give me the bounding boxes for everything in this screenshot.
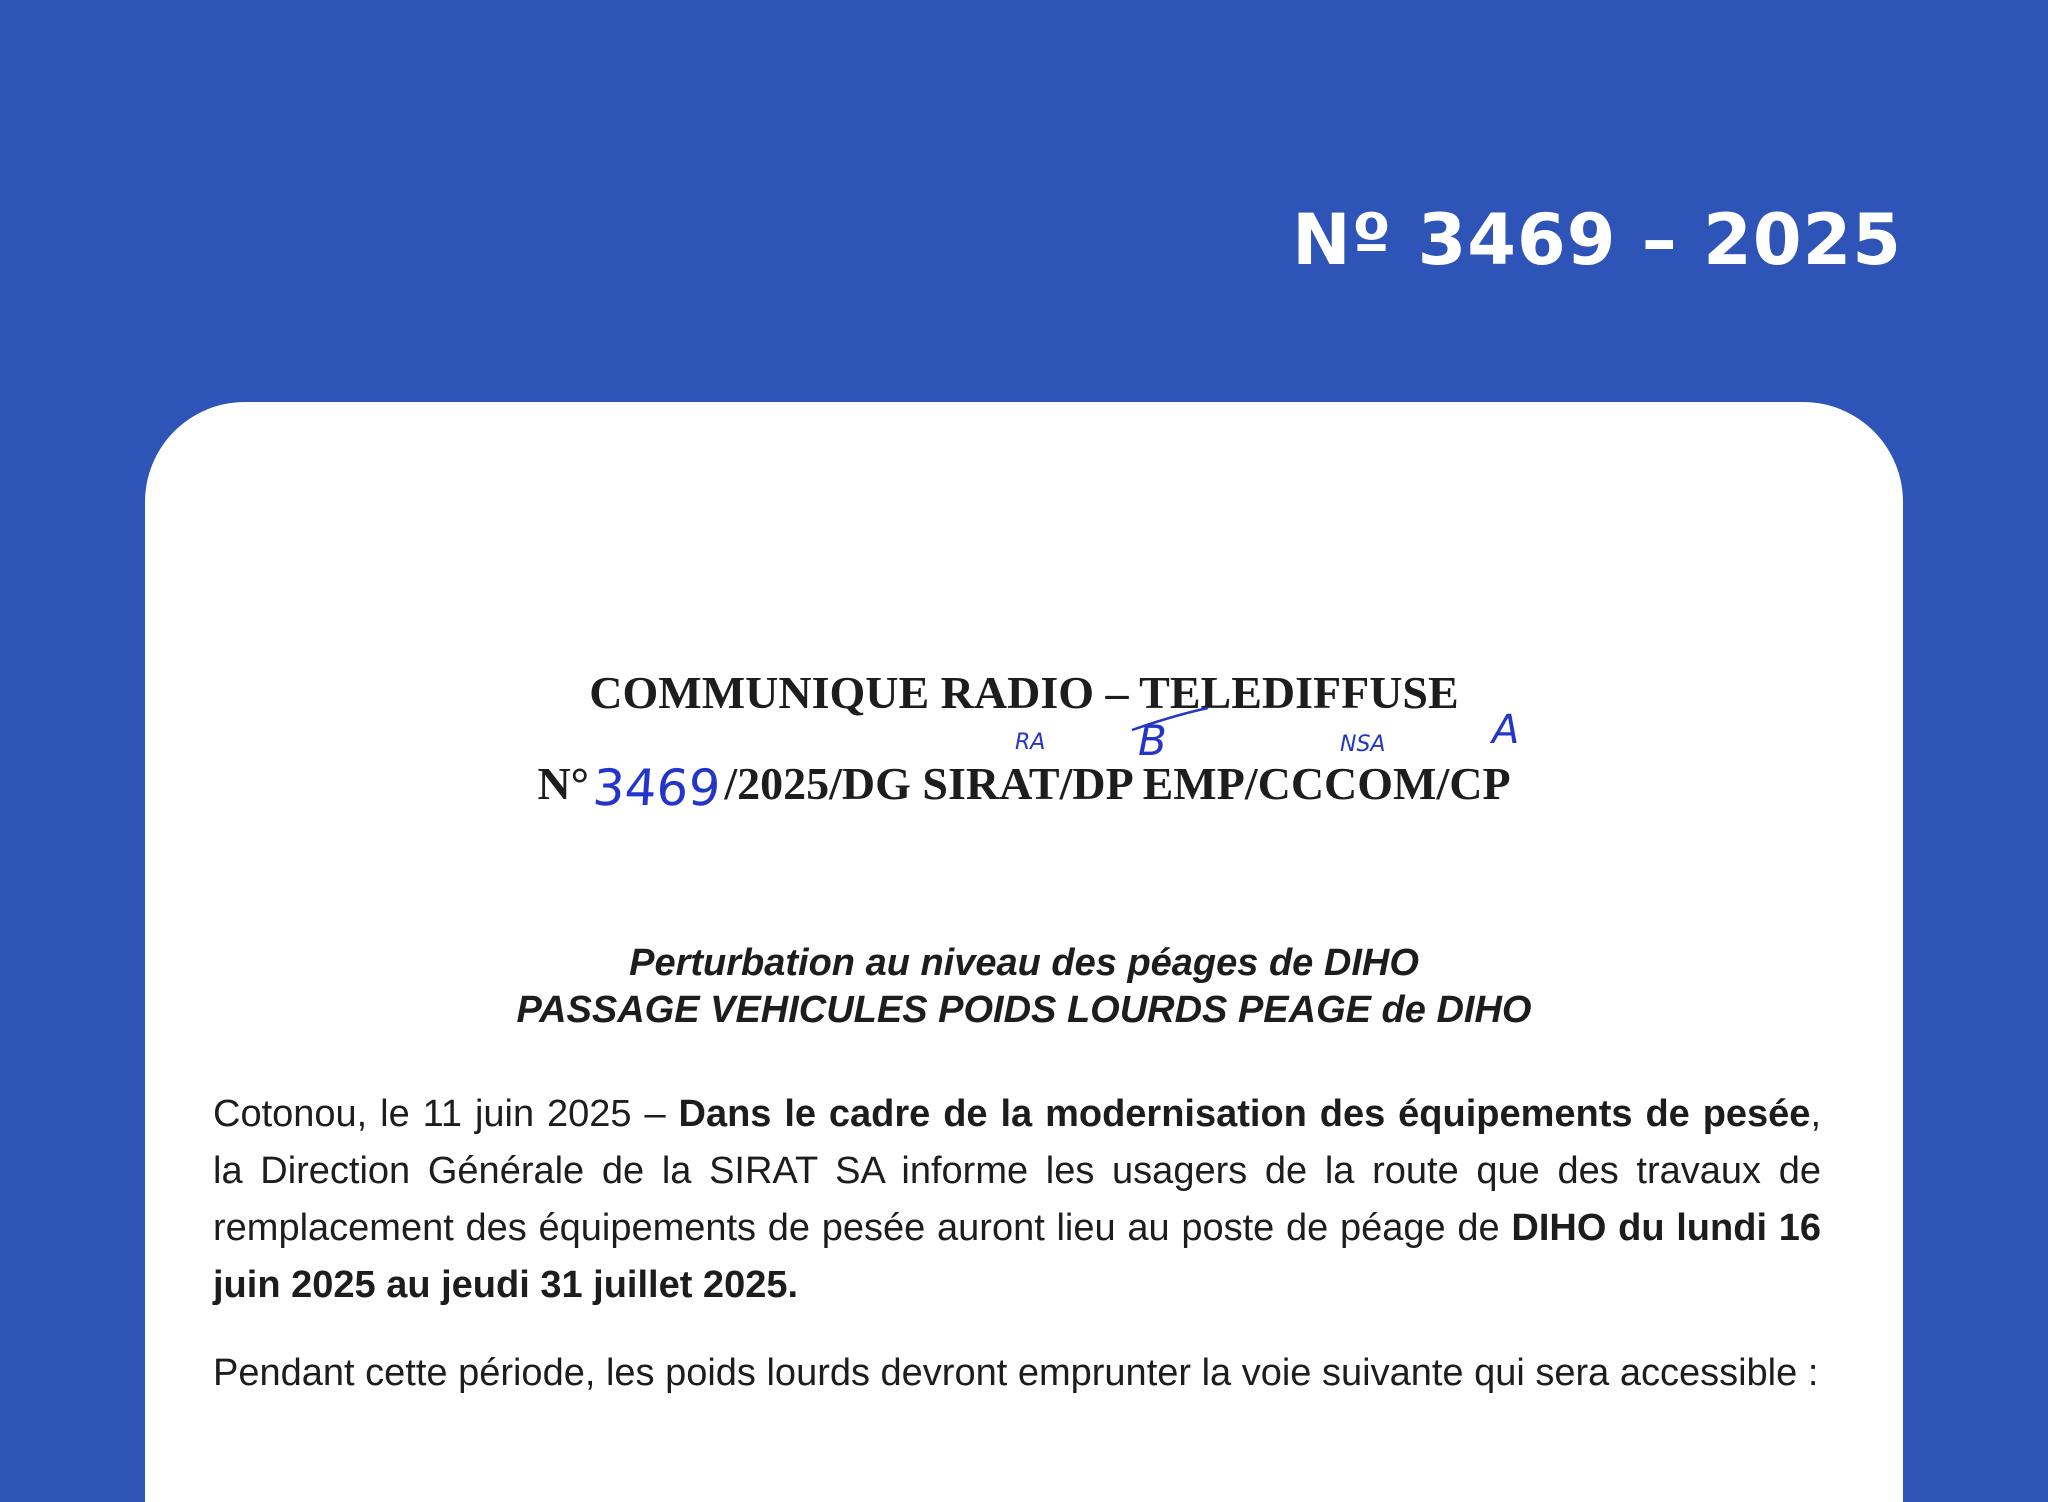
reference-suffix: /2025/DG SIRAT/DP EMP/CCCOM/CP bbox=[724, 758, 1511, 809]
handwritten-paraph-1: B bbox=[1138, 716, 1167, 765]
document-subtitle-1: Perturbation au niveau des péages de DIHO bbox=[629, 942, 1419, 984]
paragraph-bold-context: Dans le cadre de la modernisation des équipements de pesée bbox=[678, 1093, 1811, 1135]
paragraph-detour: Pendant cette période, les poids lourds devront emprunter la voie suivante qui sera accessible : bbox=[213, 1352, 1819, 1394]
handwritten-paraph-2: A bbox=[1492, 707, 1520, 753]
reference-prefix: N° bbox=[537, 758, 590, 809]
document-reference bbox=[145, 757, 1903, 817]
handwritten-reference-number: 3469 bbox=[591, 759, 723, 817]
paragraph-middle: , la Direction Générale de la SIRAT SA informe les usagers de la route que des travaux de remplacement des équipements de pesée auront lieu au poste de péage de bbox=[213, 1093, 1821, 1249]
communique-number-heading: Nº 3469 – 2025 bbox=[1292, 199, 1902, 281]
document-card bbox=[145, 402, 1903, 1502]
paraph-stroke-icon bbox=[1130, 704, 1210, 734]
document-title: COMMUNIQUE RADIO – TELEDIFFUSE bbox=[589, 667, 1459, 718]
document-subtitle-2: PASSAGE VEHICULES POIDS LOURDS PEAGE de DIHO bbox=[516, 989, 1532, 1031]
paragraph-bold-dates: DIHO du lundi 16 juin 2025 au jeudi 31 juillet 2025. bbox=[213, 1207, 1821, 1306]
paragraph-announcement bbox=[213, 1086, 1821, 1314]
handwritten-initials-nsa: NSA bbox=[1340, 732, 1386, 757]
paragraph-lead: Cotonou, le 11 juin 2025 – bbox=[213, 1093, 679, 1135]
handwritten-initials-ra: RA bbox=[1015, 730, 1046, 755]
